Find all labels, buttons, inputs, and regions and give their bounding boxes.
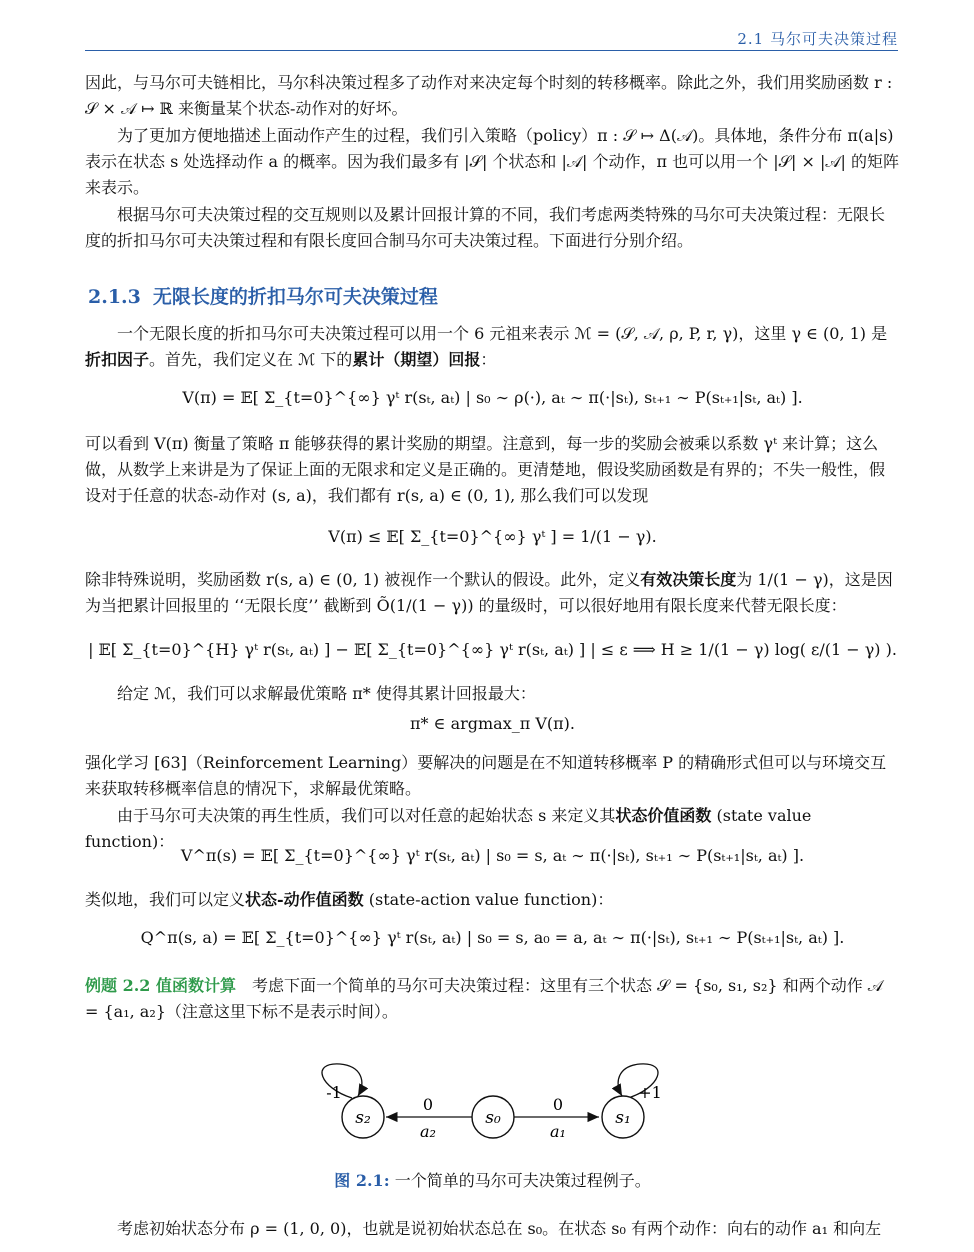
equation-value: V(π) = 𝔼[ Σ_{t=0}^{∞} γᵗ r(sₜ, aₜ) | s₀ ∼ ρ(·), aₜ ∼ π(·|sₜ), sₜ₊₁ ∼ P(sₜ₊₁|sₜ, aₜ) ]. [182,388,803,407]
equation-truncation: | 𝔼[ Σ_{t=0}^{H} γᵗ r(sₜ, aₜ) ] − 𝔼[ Σ_{t=0}^{∞} γᵗ r(sₜ, aₜ) ] | ≤ ε ⟹ H ≥ 1/(1 − γ) log( ε/(1 − γ) ). [88,640,897,659]
example-block [85,973,900,1025]
paragraph-7: 给定 ℳ，我们可以求解最优策略 π* 使得其累计回报最大： [117,684,536,703]
p4-text-e: ： [480,350,497,369]
mdp-diagram [300,1060,680,1160]
paragraph-10 [85,887,900,913]
caption-label: 图 2.1: [334,1171,390,1190]
node-s1-label: s₁ [615,1108,631,1128]
edge-left-action: a₂ [420,1122,436,1141]
equation-q-function: Q^π(s, a) = 𝔼[ Σ_{t=0}^{∞} γᵗ r(sₜ, aₜ) | s₀ = s, a₀ = a, aₜ ∼ π(·|sₜ), sₜ₊₁ ∼ P(sₜ₊₁|sₜ, aₜ) ]. [140,928,845,947]
term-effective-horizon: 有效决策长度 [640,570,737,589]
equation-state-value: V^π(s) = 𝔼[ Σ_{t=0}^{∞} γᵗ r(sₜ, aₜ) | s₀ = s, aₜ ∼ π(·|sₜ), sₜ₊₁ ∼ P(sₜ₊₁|sₜ, aₜ) ]. [180,846,805,865]
paragraph-1: 因此，与马尔可夫链相比，马尔科决策过程多了动作对来决定每个时刻的转移概率。除此之外，我们用奖励函数 r : 𝒮 × 𝒜 ↦ ℝ 来衡量某个状态-动作对的好坏。 [85,73,893,118]
self-loop-s2-reward: -1 [326,1083,342,1102]
p9-text-a: 由于马尔可夫决策的再生性质，我们可以对任意的起始状态 s 来定义其 [117,806,616,825]
caption-text: 一个简单的马尔可夫决策过程例子。 [389,1171,651,1190]
paragraph-last: 考虑初始状态分布 ρ = (1, 0, 0)，也就是说初始状态总在 s₀。在状态 s₀ 有两个动作：向右的动作 a₁ 和向左 [117,1219,882,1238]
figure-caption [85,1168,900,1191]
edge-left-reward: 0 [422,1095,434,1114]
example-title: 例题 2.2 值函数计算 [85,976,236,995]
p4-text-a: 一个无限长度的折扣马尔可夫决策过程可以用一个 6 元祖来表示 ℳ = (𝒮, 𝒜, ρ, P, r, γ)，这里 γ ∈ (0, 1) 是 [117,324,888,343]
term-discount-factor: 折扣因子 [85,350,150,369]
edge-right-reward: 0 [552,1095,564,1114]
paragraph-4 [85,321,900,373]
paragraph-3: 根据马尔可夫决策过程的交互规则以及累计回报计算的不同，我们考虑两类特殊的马尔可夫决策过程：无限长度的折扣马尔可夫决策过程和有限长度回合制马尔可夫决策过程。下面进行分别介绍。 [85,205,886,250]
node-s2-label: s₂ [355,1108,371,1128]
example-body: 考虑下面一个简单的马尔可夫决策过程：这里有三个状态 𝒮 = {s₀, s₁, s₂} 和两个动作 𝒜 = {a₁, a₂}（注意这里下标不是表示时间）。 [85,976,883,1021]
self-loop-s1-reward: +1 [638,1083,662,1102]
paragraph-5: 可以看到 V(π) 衡量了策略 π 能够获得的累计奖励的期望。注意到，每一步的奖励会被乘以系数 γᵗ 来计算；这么做，从数学上来讲是为了保证上面的无限求和定义是正确的。更清楚地，假设奖励函数是有界的；不失一般性，假设对于任意的状态-动作对 (s, a)，我们都有 r(s, a) ∈ (0, 1), 那么我们可以发现 [85,434,886,505]
p10-text-c: (state-action value function)： [363,890,614,909]
p6-text-a: 除非特殊说明，奖励函数 r(s, a) ∈ (0, 1) 被视作一个默认的假设。此外，定义 [85,570,641,589]
term-state-value-function: 状态价值函数 [615,806,712,825]
p6-text-c: 为 1/(1 − γ)，这是因为当把累计回报里的 ‘‘无限长度’’ 截断到 Õ(1/(1 − γ)) 的量级时，可以很好地用有限长度来代替无限长度： [85,570,893,615]
section-number: 2.1.3 [88,286,141,308]
paragraph-6 [85,567,900,619]
equation-bound: V(π) ≤ 𝔼[ Σ_{t=0}^{∞} γᵗ ] = 1/(1 − γ). [328,527,657,546]
running-title: 2.1 马尔可夫决策过程 [737,30,898,48]
term-action-value-function: 状态-动作值函数 [245,890,364,909]
edge-right-action: a₁ [550,1122,566,1141]
p10-text-a: 类似地，我们可以定义 [85,890,246,909]
section-title: 无限长度的折扣马尔可夫决策过程 [152,286,438,308]
p4-text-c: 。首先，我们定义在 ℳ 下的 [149,350,353,369]
node-s0-label: s₀ [485,1108,501,1128]
running-header [85,28,898,51]
paragraph-8: 强化学习 [63]（Reinforcement Learning）要解决的问题是在不知道转移概率 P 的精确形式但可以与环境交互来获取转移概率信息的情况下，求解最优策略。 [85,753,887,798]
p9-text-c: (state value function)： [85,806,812,851]
term-cumulative-return: 累计（期望）回报 [352,350,481,369]
section-heading [88,282,438,309]
paragraph-2: 为了更加方便地描述上面动作产生的过程，我们引入策略（policy）π : 𝒮 ↦ Δ(𝒜)。具体地，条件分布 π(a|s) 表示在状态 s 处选择动作 a 的概率。因为我们最多有 |𝒮| 个状态和 |𝒜| 个动作，π 也可以用一个 |𝒮| × |𝒜| 的矩阵来表示。 [85,126,899,197]
equation-optimal: π* ∈ argmax_π V(π). [410,714,575,733]
